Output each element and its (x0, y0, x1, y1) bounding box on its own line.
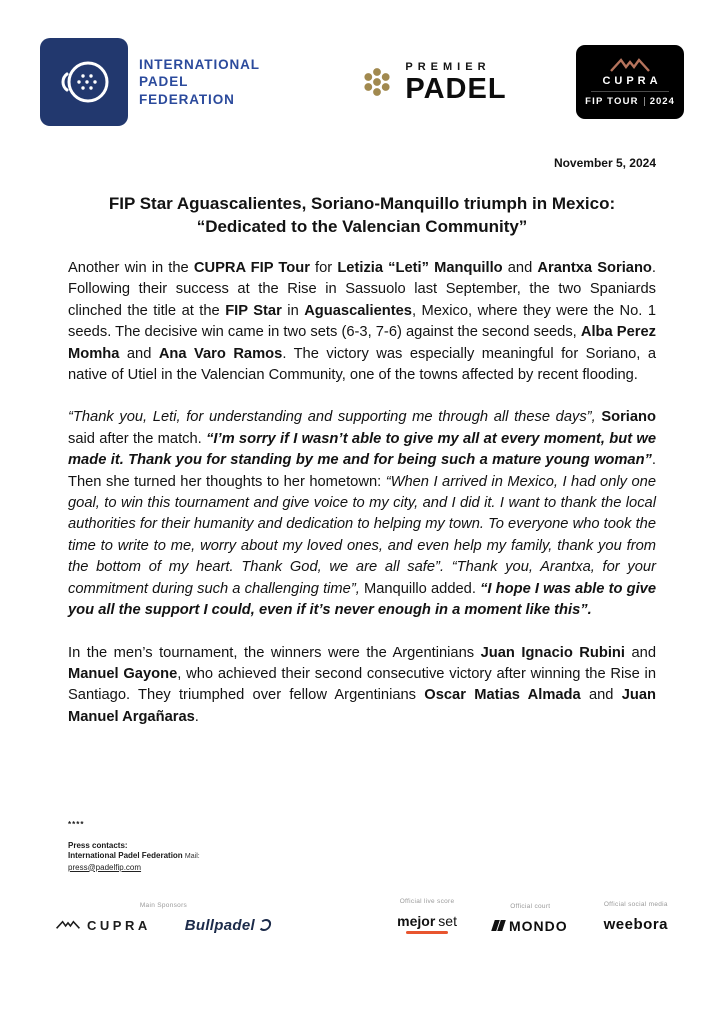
padel-racket-icon (54, 52, 114, 112)
cupra-brand-label: CUPRA (602, 74, 662, 87)
bullpadel-swoosh-icon (258, 919, 273, 931)
organization-name: International Padel Federation (68, 851, 183, 860)
fip-tour-label: FIP TOUR (585, 95, 639, 107)
sponsors-bar (56, 898, 668, 934)
article-body (68, 258, 656, 749)
bullpadel-label: Bullpadel (184, 916, 255, 934)
mejorset-logo (397, 913, 457, 934)
sponsor-row-main (56, 917, 271, 934)
premier-label: PREMIER (405, 61, 491, 73)
paragraph-2: “Thank you, Leti, for understanding and supporting me through all these days”, Soriano said after the match. “I’m sorry if I wasn’t able to give my all at every moment, but we made it. Thank you for standing by me and for being such a mature young woman”. Then she turned her thoughts to her hometown: “When I arrived in Mexico, I had only one goal, to win this tournament and give voice to my city, and I did it. I want to thank the local authorities for their humanity and dedication to helping my town. To everyone who took the time to write to me, worry about my loved ones, and even help my family, thank you from the bottom of my heart. Thank God, we are all safe”. “Thank you, Arantxa, for your commitment during such a challenging time”, Manquillo added. “I hope I was able to give you all the support I could, even if it’s never enough in a moment like this”. (68, 409, 656, 619)
press-contacts-org-line (68, 851, 200, 863)
mondo-label: MONDO (508, 917, 568, 934)
sponsor-group-mondo (493, 903, 568, 934)
fip-tour-year: 2024 (649, 95, 675, 107)
bullpadel-logo (185, 917, 271, 934)
paragraph-1: Another win in the CUPRA FIP Tour for Letizia “Leti” Manquillo and Arantxa Soriano. Following their success at the Rise in Sassuolo last September, the two Spaniards clinched the title at the FIP Star in Aguascalientes, Mexico, where they were the No. 1 seeds. The decisive win came in two sets (6-3, 7-6) against the second seeds, Alba Perez Momha and Ana Varo Ramos. The victory was especially meaningful for Soriano, a native of Utiel in the Valencian Community, one of the towns affected by recent flooding. (68, 260, 656, 384)
mail-label: Mail: (184, 853, 200, 860)
cupra-divider (591, 91, 669, 92)
weebora-label: weebora (603, 915, 668, 933)
cupra-sponsor-label: CUPRA (87, 917, 151, 933)
premier-padel-star-icon (359, 64, 395, 100)
ipf-wordmark (139, 56, 260, 109)
premier-padel-logo (359, 61, 506, 103)
ipf-logo (40, 38, 260, 126)
sponsor-label-mejorset: Official live score (399, 898, 455, 905)
ipf-logo-box (40, 38, 128, 126)
end-marker: **** (68, 820, 85, 829)
ipf-wordmark-line3: FEDERATION (139, 91, 235, 107)
press-contacts-block (68, 820, 200, 873)
mondo-logo (493, 918, 568, 934)
paragraph-3: In the men’s tournament, the winners were the Argentinians Juan Ignacio Rubini and Manuel Gayone, who achieved their second consecutive victory after winning the Rise in Santiago. They triumphed over fellow Argentinians Oscar Matias Almada and Juan Manuel Argañaras. (68, 644, 656, 725)
article-title-line2: “Dedicated to the Valencian Community” (196, 217, 528, 236)
cupra-sponsor-logo (56, 918, 151, 933)
sponsor-label-mondo: Official court (510, 902, 551, 910)
cupra-fip-tour-logo (576, 45, 684, 119)
premier-padel-wordmark (405, 61, 506, 103)
mejorset-word2: set (438, 913, 457, 929)
article-title (70, 192, 654, 238)
sponsor-label-main: Main Sponsors (139, 901, 188, 909)
fip-tour-row (585, 96, 675, 107)
cupra-emblem-icon (610, 58, 650, 73)
mejorset-word1: mejor (397, 913, 436, 929)
weebora-logo (604, 916, 668, 934)
fip-tour-separator (644, 97, 645, 106)
sponsor-group-weebora (604, 901, 668, 934)
header (40, 36, 684, 128)
mondo-bars-icon (493, 920, 504, 931)
article-title-line1: FIP Star Aguascalientes, Soriano-Manquillo triumph in Mexico: (108, 194, 616, 213)
padel-label: PADEL (405, 73, 507, 105)
sponsor-group-main (56, 902, 271, 934)
release-date: November 5, 2024 (553, 156, 656, 170)
sponsor-label-weebora: Official social media (603, 900, 668, 908)
ipf-wordmark-line2: PADEL (139, 74, 189, 90)
press-email-link[interactable]: press@padelfip.com (68, 862, 142, 872)
ipf-wordmark-line1: INTERNATIONAL (139, 56, 260, 72)
sponsor-group-mejorset (397, 898, 457, 934)
cupra-emblem-small-icon (56, 920, 80, 930)
press-contacts-heading: Press contacts: (68, 840, 128, 850)
mejorset-accent-bar (406, 931, 448, 934)
mejorset-wordmark (397, 913, 457, 929)
